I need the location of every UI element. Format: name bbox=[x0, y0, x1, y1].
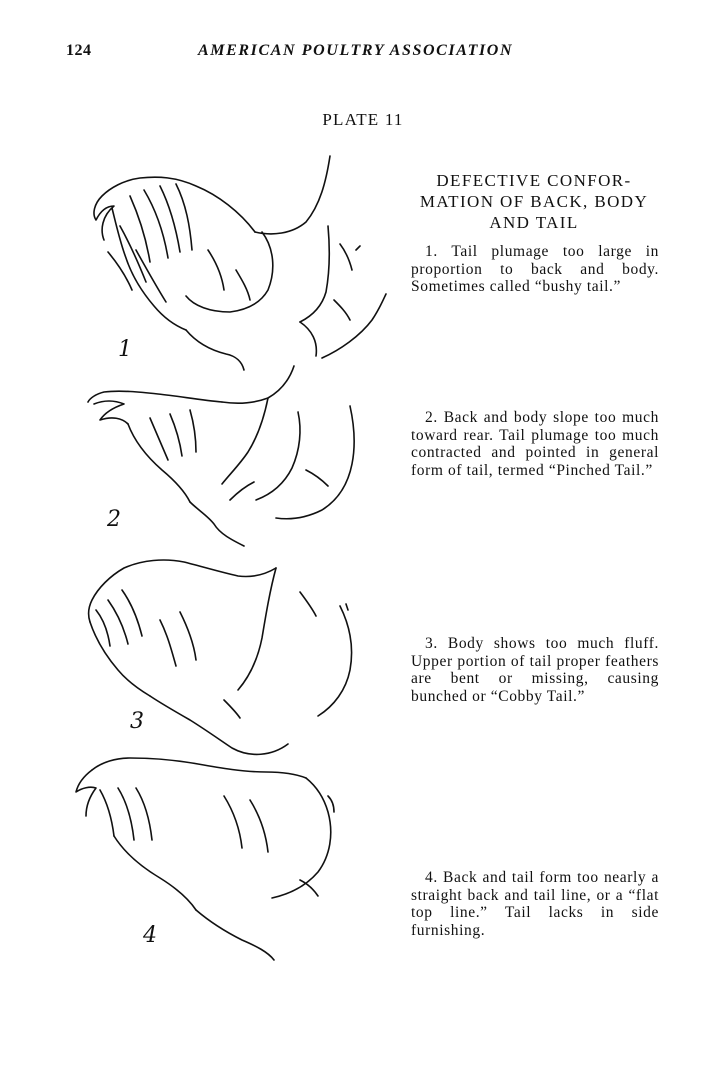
running-title: AMERICAN POULTRY ASSOCIATION bbox=[198, 42, 514, 59]
rooster-drawing-3 bbox=[89, 560, 352, 754]
rooster-drawing-2 bbox=[88, 366, 354, 546]
caption-figure-4: 4. Back and tail form too nearly a straight back and tail line, or a “flat top line.” Tail lacks in side furnishing. bbox=[411, 869, 659, 939]
rooster-drawing-1 bbox=[94, 156, 386, 370]
figure-number-2: 2 bbox=[107, 507, 121, 532]
rooster-drawing-4 bbox=[76, 758, 334, 960]
figure-number-3: 3 bbox=[130, 709, 144, 734]
caption-figure-2: 2. Back and body slope too much toward rear. Tail plumage too much contracted and pointed in general form of tail, termed “Pinched Tail.” bbox=[411, 409, 659, 479]
plate-heading bbox=[408, 170, 660, 233]
heading-line-3: AND TAIL bbox=[489, 213, 579, 232]
figure-number-4: 4 bbox=[143, 923, 157, 948]
caption-figure-3: 3. Body shows too much fluff. Upper portion of tail proper feathers are bent or missing, causing bunched or “Cobby Tail.” bbox=[411, 635, 659, 705]
plate-title: PLATE 11 bbox=[322, 110, 404, 129]
page-number: 124 bbox=[66, 42, 92, 59]
caption-figure-1: 1. Tail plumage too large in proportion to back and body. Sometimes called “bushy tail.” bbox=[411, 243, 659, 295]
heading-line-1: DEFECTIVE CONFOR- bbox=[436, 171, 632, 190]
figure-number-1: 1 bbox=[118, 337, 132, 362]
heading-line-2: MATION OF BACK, BODY bbox=[419, 192, 649, 211]
